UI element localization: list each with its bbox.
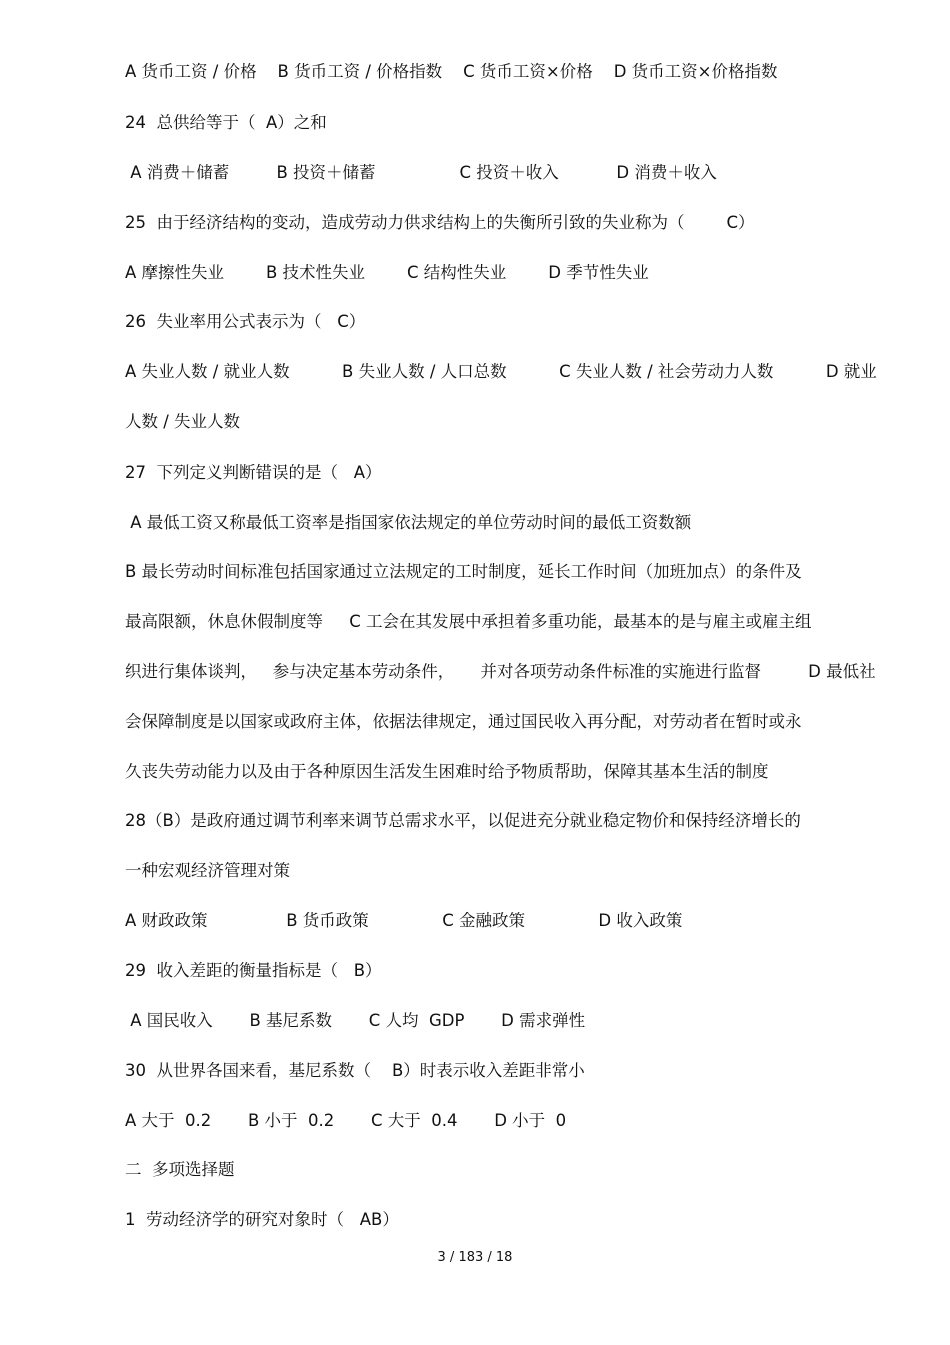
text-line: 最高限额，休息休假制度等 C 工会在其发展中承担着多重功能，最基本的是与雇主或雇主组 [125,612,812,631]
text-line: 27 下列定义判断错误的是（ A） [125,463,382,482]
text-line: 30 从世界各国来看，基尼系数（ B）时表示收入差距非常小 [125,1061,585,1080]
text-line: 久丧失劳动能力以及由于各种原因生活发生困难时给予物质帮助，保障其基本生活的制度 [125,762,769,781]
text-line: 会保障制度是以国家或政府主体，依据法律规定，通过国民收入再分配，对劳动者在暂时或永 [125,712,802,731]
text-line: 26 失业率用公式表示为（ C） [125,312,366,331]
text-line: 人数 / 失业人数 [125,412,241,431]
text-line: A 消费＋储蓄 B 投资＋储蓄 C 投资＋收入 D 消费＋收入 [125,163,717,182]
text-line: 25 由于经济结构的变动，造成劳动力供求结构上的失衡所引致的失业称为（ C） [125,213,755,232]
text-line: 29 收入差距的衡量指标是（ B） [125,961,382,980]
text-line: 织进行集体谈判， 参与决定基本劳动条件， 并对各项劳动条件标准的实施进行监督 D 最低社 [125,662,876,681]
text-line: A 大于 0.2 B 小于 0.2 C 大于 0.4 D 小于 0 [125,1111,567,1130]
page-number: 3 / 183 / 18 [437,1250,513,1265]
text-line: A 最低工资又称最低工资率是指国家依法规定的单位劳动时间的最低工资数额 [125,513,692,532]
text-line: 28（B）是政府通过调节利率来调节总需求水平，以促进充分就业稳定物价和保持经济增长的 [125,811,801,830]
text-line: A 摩擦性失业 B 技术性失业 C 结构性失业 D 季节性失业 [125,263,649,282]
text-line: B 最长劳动时间标准包括国家通过立法规定的工时制度，延长工作时间（加班加点）的条件及 [125,562,802,581]
text-line: 一种宏观经济管理对策 [125,861,290,880]
text-line: A 财政政策 B 货币政策 C 金融政策 D 收入政策 [125,911,683,930]
section-heading: 二 多项选择题 [125,1160,235,1179]
text-line: A 货币工资 / 价格 B 货币工资 / 价格指数 C 货币工资×价格 D 货币工资×价格指数 [125,62,778,81]
text-line: 24 总供给等于（ A）之和 [125,113,327,132]
text-line: 1 劳动经济学的研究对象时（ AB） [125,1210,399,1229]
text-line: A 失业人数 / 就业人数 B 失业人数 / 人口总数 C 失业人数 / 社会劳动力人数 D 就业 [125,362,877,381]
text-line: A 国民收入 B 基尼系数 C 人均 GDP D 需求弹性 [125,1011,586,1030]
